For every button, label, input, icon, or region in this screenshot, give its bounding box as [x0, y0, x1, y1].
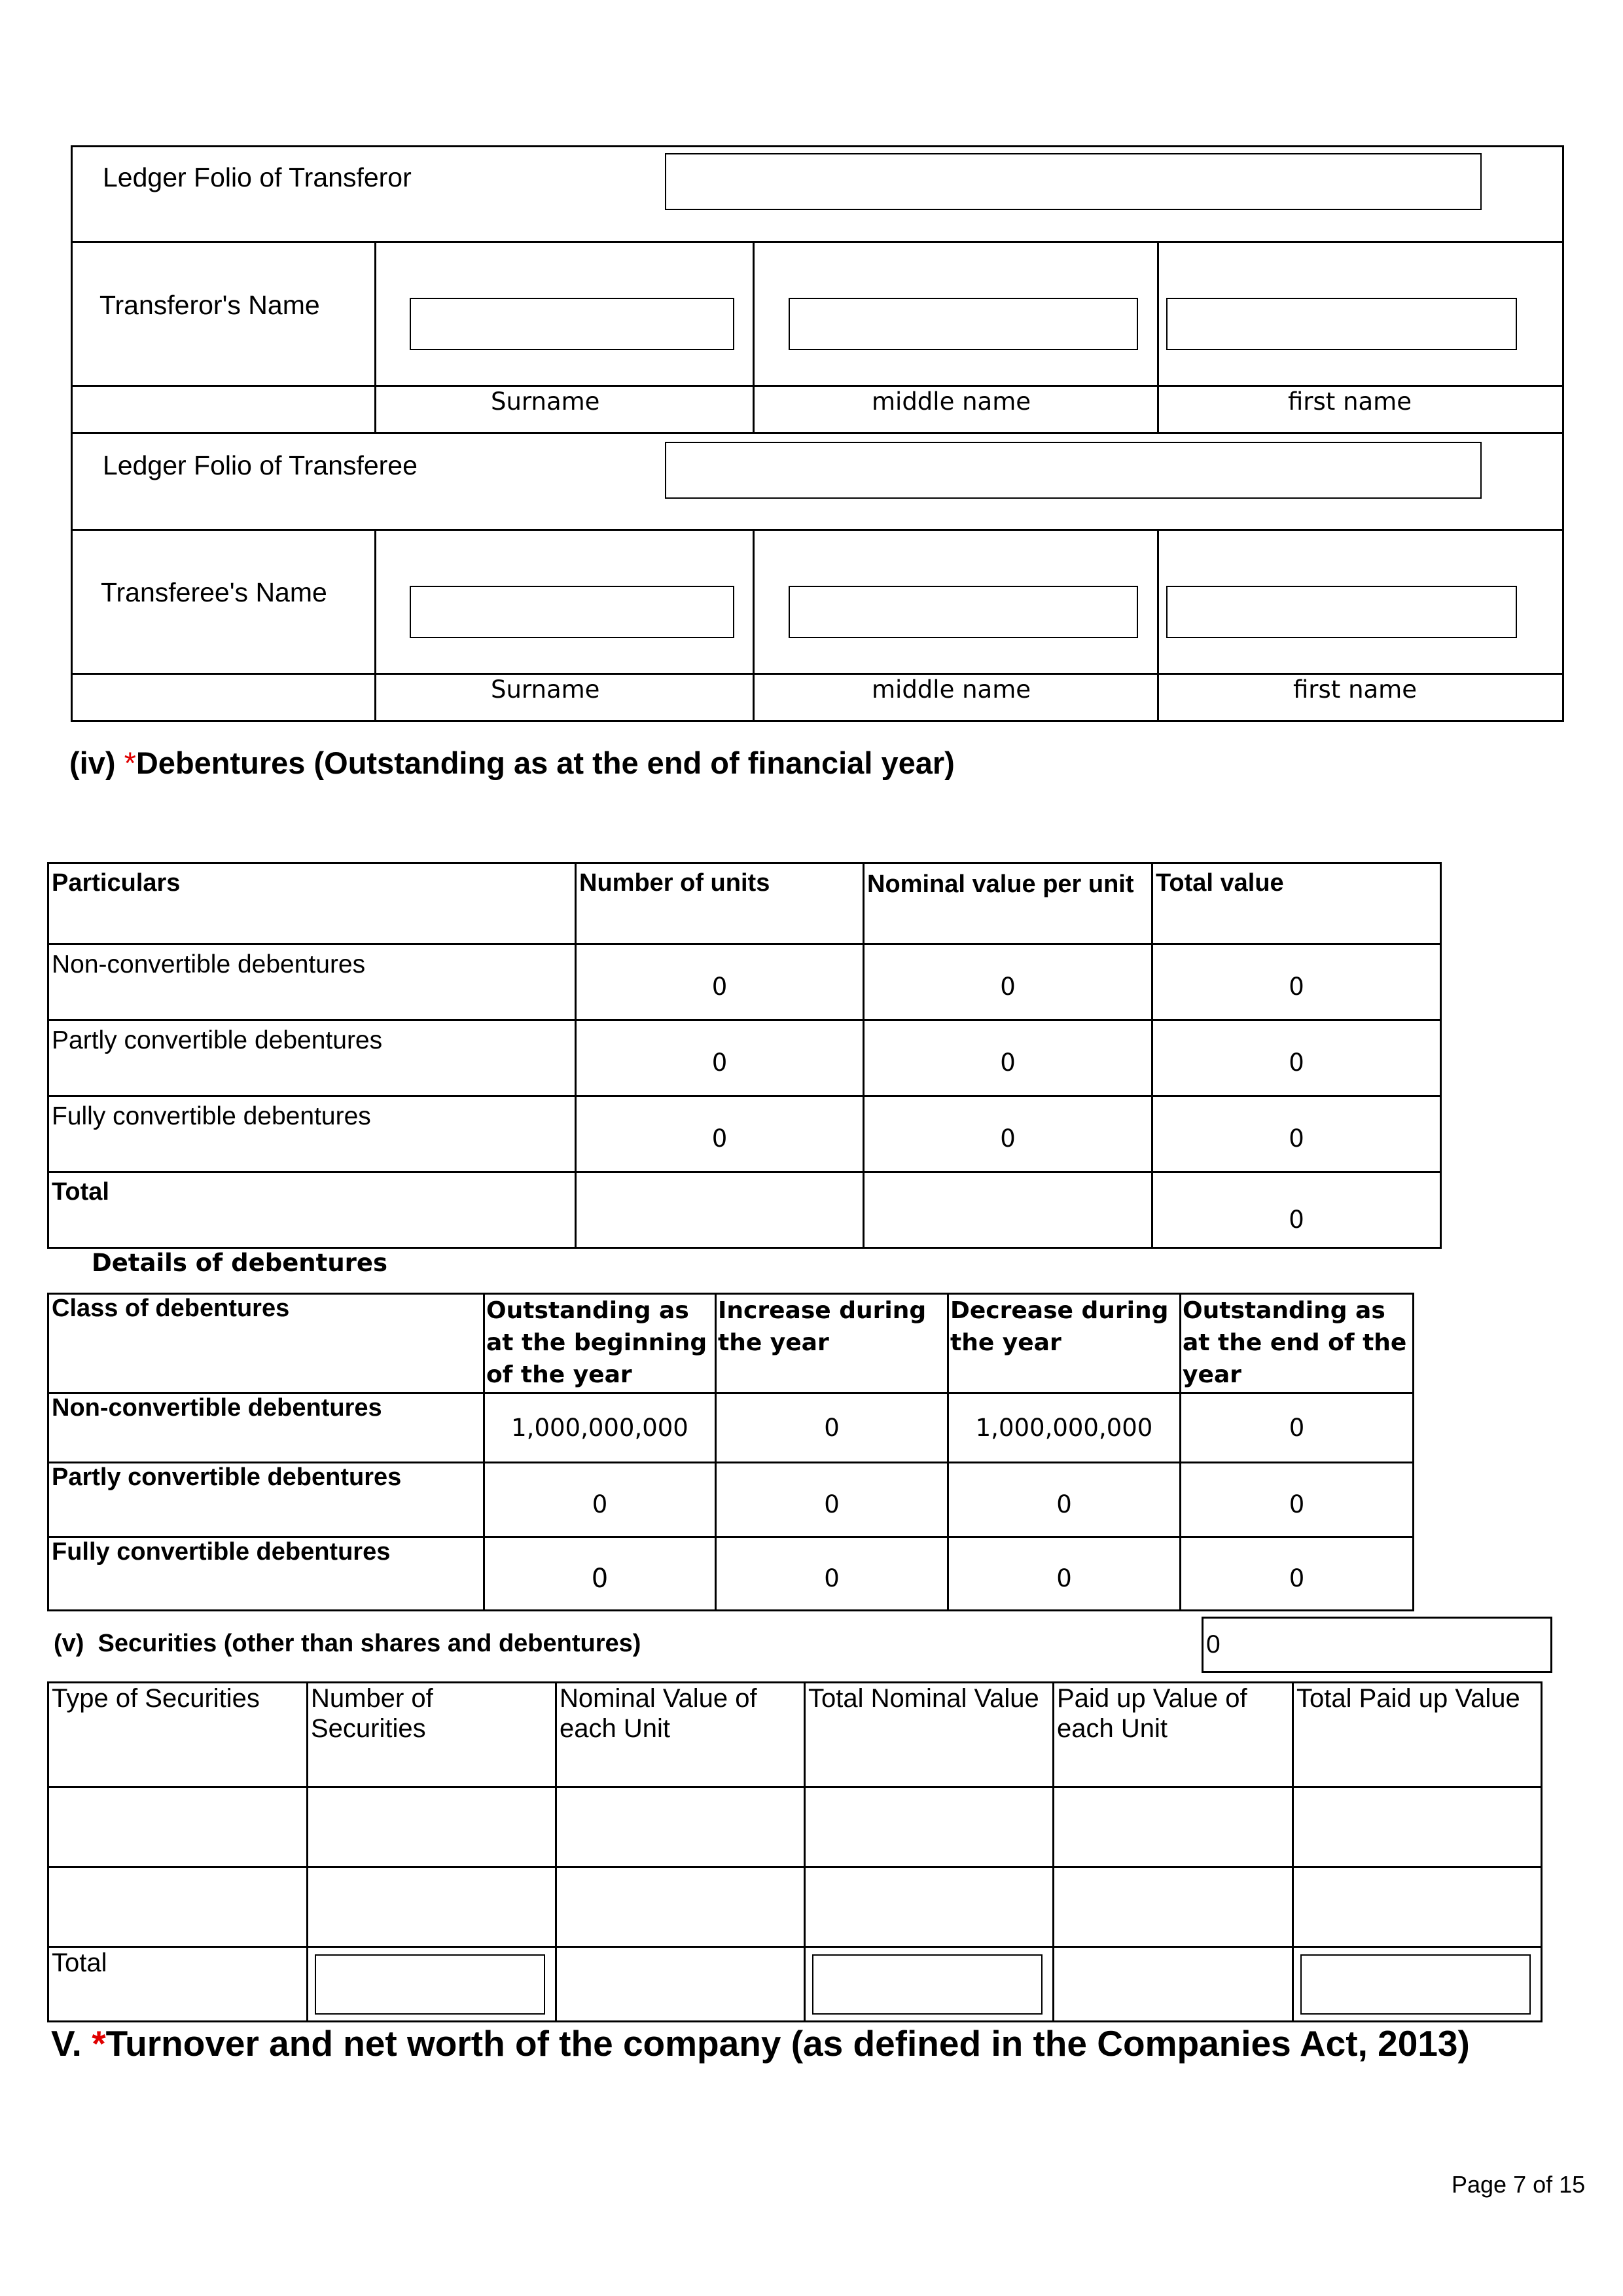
nominal-value[interactable]: 0	[864, 944, 1152, 1020]
ledger-folio-transferee-input[interactable]	[665, 442, 1482, 499]
first-name-label: first name	[1288, 387, 1412, 416]
ledger-folio-transferee-label: Ledger Folio of Transferee	[103, 450, 418, 480]
header-class: Class of debentures	[48, 1294, 484, 1393]
total-value[interactable]: 0	[1152, 1020, 1441, 1096]
table-header-row	[48, 1683, 1542, 1787]
total-number-input[interactable]	[315, 1954, 545, 2015]
divider	[71, 432, 1564, 434]
empty-cell[interactable]	[1293, 1867, 1542, 1947]
middle-name-label: middle name	[872, 387, 1031, 416]
row-class: Non-convertible debentures	[48, 1393, 484, 1463]
end-value[interactable]: 0	[1181, 1463, 1414, 1537]
units-value[interactable]: 0	[576, 1096, 864, 1172]
section-title-text: Turnover and net worth of the company (as defined in the Companies Act, 2013)	[105, 2023, 1470, 2064]
securities-value-input[interactable]	[1202, 1617, 1552, 1673]
total-nominal-cell	[805, 1947, 1054, 2022]
table-total-row	[48, 1947, 1542, 2022]
header-number-of-units: Number of units	[576, 863, 864, 944]
total-label: Total	[48, 1172, 576, 1248]
header-total-value: Total value	[1152, 863, 1441, 944]
transferor-middle-name-input[interactable]	[789, 298, 1138, 350]
divider	[1157, 529, 1159, 722]
row-class: Fully convertible debentures	[48, 1537, 484, 1611]
end-value[interactable]: 0	[1181, 1393, 1414, 1463]
divider	[374, 241, 376, 433]
empty-cell[interactable]	[308, 1787, 556, 1867]
empty-cell[interactable]	[48, 1867, 308, 1947]
header-nominal-each: Nominal Value of each Unit	[556, 1683, 805, 1787]
header-beginning: Outstanding as at the beginning of the year	[484, 1294, 716, 1393]
units-value[interactable]: 0	[576, 1020, 864, 1096]
section-number: V.	[51, 2023, 82, 2064]
grand-total-value[interactable]: 0	[1152, 1172, 1441, 1248]
row-particular: Fully convertible debentures	[48, 1096, 576, 1172]
row-particular: Non-convertible debentures	[48, 944, 576, 1020]
transferor-name-label: Transferor's Name	[99, 290, 320, 320]
transferee-middle-name-input[interactable]	[789, 586, 1138, 638]
divider	[374, 529, 376, 722]
surname-label: Surname	[491, 675, 600, 704]
increase-value[interactable]: 0	[716, 1463, 948, 1537]
ledger-folio-transferor-label: Ledger Folio of Transferor	[103, 162, 412, 192]
table-row	[48, 1537, 1414, 1611]
total-value[interactable]: 0	[1152, 1096, 1441, 1172]
total-label: Total	[48, 1947, 308, 2022]
debentures-section-title	[69, 745, 955, 781]
table-row	[48, 1463, 1414, 1537]
page-number: Page 7 of 15	[1452, 2171, 1586, 2198]
total-nominal-input[interactable]	[812, 1954, 1043, 2015]
transferor-first-name-input[interactable]	[1166, 298, 1517, 350]
header-increase: Increase during the year	[716, 1294, 948, 1393]
turnover-section-title	[51, 2022, 1470, 2064]
increase-value[interactable]: 0	[716, 1393, 948, 1463]
required-mark: *	[92, 2023, 106, 2064]
header-end: Outstanding as at the end of the year	[1181, 1294, 1414, 1393]
divider	[753, 529, 755, 722]
row-particular: Partly convertible debentures	[48, 1020, 576, 1096]
beginning-value[interactable]: 1,000,000,000	[484, 1393, 716, 1463]
nominal-value[interactable]: 0	[864, 1020, 1152, 1096]
empty-cell[interactable]	[556, 1787, 805, 1867]
divider	[71, 241, 1564, 243]
header-total-paid-up: Total Paid up Value	[1293, 1683, 1542, 1787]
total-value[interactable]: 0	[1152, 944, 1441, 1020]
divider	[71, 673, 1564, 675]
total-paid-up-input[interactable]	[1300, 1954, 1531, 2015]
surname-label: Surname	[491, 387, 600, 416]
required-mark: *	[124, 745, 136, 780]
header-number: Number of Securities	[308, 1683, 556, 1787]
table-header-row	[48, 863, 1441, 944]
section-number: (iv)	[69, 745, 116, 780]
decrease-value[interactable]: 0	[948, 1463, 1181, 1537]
securities-title: (v) Securities (other than shares and debentures)	[54, 1630, 641, 1657]
table-row	[48, 944, 1441, 1020]
table-row	[48, 1787, 1542, 1867]
table-row	[48, 1096, 1441, 1172]
divider	[71, 385, 1564, 387]
transferee-name-label: Transferee's Name	[101, 577, 327, 607]
table-total-row	[48, 1172, 1441, 1248]
details-title: Details of debentures	[92, 1249, 388, 1277]
beginning-value[interactable]: 0	[484, 1537, 716, 1611]
transferee-first-name-input[interactable]	[1166, 586, 1517, 638]
empty-cell[interactable]	[556, 1867, 805, 1947]
empty-cell[interactable]	[1054, 1867, 1293, 1947]
ledger-folio-transferor-input[interactable]	[665, 153, 1482, 210]
divider	[1157, 241, 1159, 433]
divider	[71, 529, 1564, 531]
row-class: Partly convertible debentures	[48, 1463, 484, 1537]
units-value[interactable]: 0	[576, 944, 864, 1020]
header-particulars: Particulars	[48, 863, 576, 944]
table-row	[48, 1020, 1441, 1096]
empty-cell[interactable]	[805, 1867, 1054, 1947]
transferor-surname-input[interactable]	[410, 298, 734, 350]
header-decrease: Decrease during the year	[948, 1294, 1181, 1393]
decrease-value[interactable]: 1,000,000,000	[948, 1393, 1181, 1463]
table-header-row	[48, 1294, 1414, 1393]
section-title-text: Debentures (Outstanding as at the end of financial year)	[135, 745, 955, 780]
table-row	[48, 1867, 1542, 1947]
total-paid-up-cell	[1293, 1947, 1542, 2022]
decrease-value[interactable]: 0	[948, 1537, 1181, 1611]
table-row	[48, 1393, 1414, 1463]
header-total-nominal: Total Nominal Value	[805, 1683, 1054, 1787]
beginning-value[interactable]: 0	[484, 1463, 716, 1537]
debenture-details-table	[47, 1293, 1414, 1611]
end-value[interactable]: 0	[1181, 1537, 1414, 1611]
empty-cell[interactable]	[1293, 1787, 1542, 1867]
header-nominal-value: Nominal value per unit	[864, 863, 1152, 944]
securities-value: 0	[1206, 1630, 1221, 1659]
header-type: Type of Securities	[48, 1683, 308, 1787]
middle-name-label: middle name	[872, 675, 1031, 704]
empty-cell[interactable]	[308, 1867, 556, 1947]
securities-table	[47, 1681, 1543, 2022]
empty-cell	[556, 1947, 805, 2022]
empty-cell[interactable]	[805, 1787, 1054, 1867]
empty-cell	[864, 1172, 1152, 1248]
header-paid-up-each: Paid up Value of each Unit	[1054, 1683, 1293, 1787]
total-number-cell	[308, 1947, 556, 2022]
increase-value[interactable]: 0	[716, 1537, 948, 1611]
nominal-value[interactable]: 0	[864, 1096, 1152, 1172]
first-name-label: first name	[1293, 675, 1417, 704]
empty-cell[interactable]	[48, 1787, 308, 1867]
empty-cell	[576, 1172, 864, 1248]
debentures-table	[47, 862, 1442, 1249]
transferee-surname-input[interactable]	[410, 586, 734, 638]
empty-cell[interactable]	[1054, 1787, 1293, 1867]
divider	[753, 241, 755, 433]
empty-cell	[1054, 1947, 1293, 2022]
